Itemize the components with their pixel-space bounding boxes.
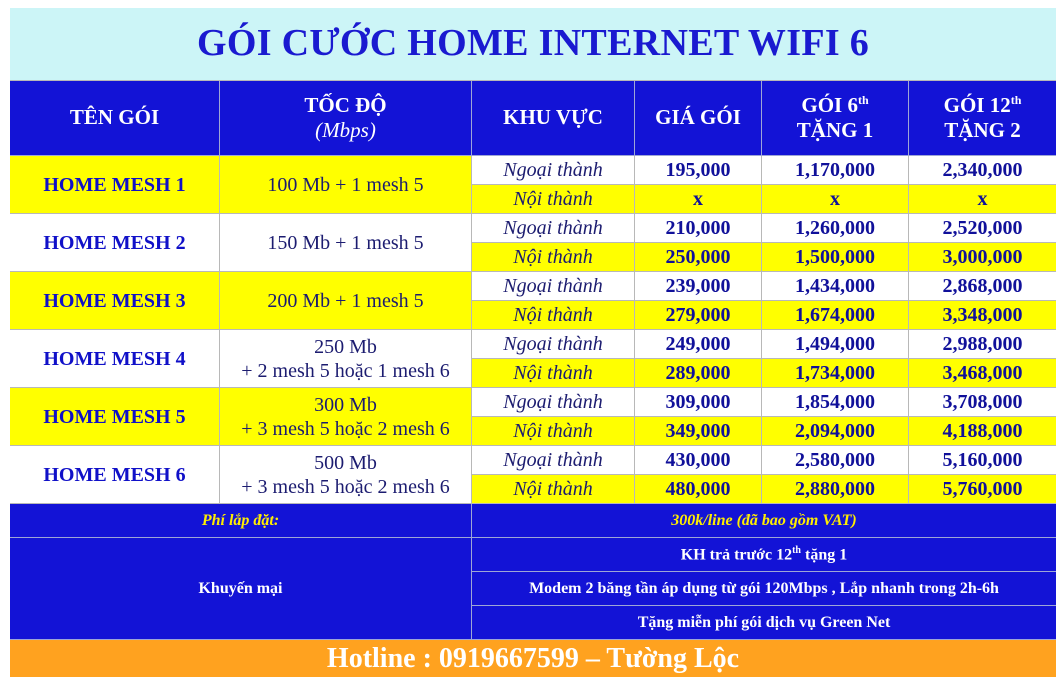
twelve-month-cell: 2,988,000 [909, 330, 1056, 359]
promo-line-3-text: Tặng miễn phí gói dịch vụ Green Net [637, 613, 891, 631]
promo-line-3 [472, 606, 1056, 640]
promo-line-1 [472, 538, 1056, 572]
area-cell: Nội thành [472, 417, 635, 446]
header-name [10, 81, 220, 156]
header-twelve-month [909, 81, 1056, 156]
twelve-month-cell: 2,520,000 [909, 214, 1056, 243]
package-speed-line1: 150 Mb + 1 mesh 5 [267, 231, 424, 254]
header-six-line1: GÓI 6th [801, 92, 869, 117]
area-cell: Nội thành [472, 185, 635, 214]
package-speed [220, 214, 472, 272]
package-speed-line1: 250 Mb [314, 335, 377, 358]
price-cell: 480,000 [635, 475, 762, 504]
header-name-label: TÊN GÓI [69, 105, 160, 130]
six-month-cell: 1,854,000 [762, 388, 909, 417]
promo-label-cell [10, 538, 472, 640]
area-cell: Ngoại thành [472, 330, 635, 359]
area-cell: Ngoại thành [472, 388, 635, 417]
install-label-cell [10, 504, 472, 538]
header-twelve-line2: TẶNG 2 [944, 118, 1021, 142]
package-speed [220, 446, 472, 504]
package-speed-line2: + 2 mesh 5 hoặc 1 mesh 6 [241, 359, 450, 382]
six-month-cell: 1,260,000 [762, 214, 909, 243]
price-cell: 349,000 [635, 417, 762, 446]
price-cell: x [635, 185, 762, 214]
area-cell: Nội thành [472, 301, 635, 330]
area-cell: Nội thành [472, 243, 635, 272]
area-cell: Ngoại thành [472, 214, 635, 243]
promo-line-2-text: Modem 2 băng tần áp dụng từ gói 120Mbps , Lắp nhanh trong 2h-6h [529, 579, 999, 597]
table-title: GÓI CƯỚC HOME INTERNET WIFI 6 [10, 8, 1056, 81]
price-cell: 195,000 [635, 156, 762, 185]
six-month-cell: 1,434,000 [762, 272, 909, 301]
area-cell: Ngoại thành [472, 272, 635, 301]
six-month-cell: 2,580,000 [762, 446, 909, 475]
package-name: HOME MESH 6 [10, 446, 220, 504]
package-name: HOME MESH 1 [10, 156, 220, 214]
package-speed-line1: 300 Mb [314, 393, 377, 416]
twelve-month-cell: 5,760,000 [909, 475, 1056, 504]
twelve-month-cell: 2,340,000 [909, 156, 1056, 185]
price-cell: 250,000 [635, 243, 762, 272]
package-speed [220, 156, 472, 214]
twelve-month-cell: 3,348,000 [909, 301, 1056, 330]
install-label: Phí lắp đặt: [201, 511, 280, 529]
package-name: HOME MESH 2 [10, 214, 220, 272]
six-month-cell: 1,500,000 [762, 243, 909, 272]
price-cell: 430,000 [635, 446, 762, 475]
area-cell: Nội thành [472, 475, 635, 504]
twelve-month-cell: x [909, 185, 1056, 214]
twelve-month-cell: 3,468,000 [909, 359, 1056, 388]
package-name: HOME MESH 3 [10, 272, 220, 330]
header-speed [220, 81, 472, 156]
six-month-cell: 1,170,000 [762, 156, 909, 185]
twelve-month-cell: 4,188,000 [909, 417, 1056, 446]
twelve-month-cell: 3,708,000 [909, 388, 1056, 417]
header-speed-label: TỐC ĐỘ [304, 92, 387, 117]
package-name: HOME MESH 4 [10, 330, 220, 388]
twelve-month-cell: 5,160,000 [909, 446, 1056, 475]
header-six-line2: TẶNG 1 [796, 118, 874, 142]
six-month-cell: 1,494,000 [762, 330, 909, 359]
price-cell: 309,000 [635, 388, 762, 417]
price-cell: 279,000 [635, 301, 762, 330]
price-cell: 289,000 [635, 359, 762, 388]
package-speed-line2: + 3 mesh 5 hoặc 2 mesh 6 [241, 417, 450, 440]
package-speed [220, 388, 472, 446]
six-month-cell: 2,880,000 [762, 475, 909, 504]
six-month-cell: 2,094,000 [762, 417, 909, 446]
six-month-cell: x [762, 185, 909, 214]
package-speed-line1: 200 Mb + 1 mesh 5 [267, 289, 424, 312]
package-speed-line1: 100 Mb + 1 mesh 5 [267, 173, 424, 196]
package-speed-line1: 500 Mb [314, 451, 377, 474]
package-speed-line2: + 3 mesh 5 hoặc 2 mesh 6 [241, 475, 450, 498]
price-cell: 249,000 [635, 330, 762, 359]
twelve-month-cell: 3,000,000 [909, 243, 1056, 272]
header-speed-unit: (Mbps) [315, 118, 376, 142]
area-cell: Ngoại thành [472, 446, 635, 475]
hotline-banner [10, 640, 1056, 677]
hotline-text: Hotline : 0919667599 – Tường Lộc [326, 643, 740, 674]
promo-label: Khuyến mại [198, 579, 283, 597]
header-area-label: KHU VỰC [503, 105, 603, 130]
header-price [635, 81, 762, 156]
header-price-label: GIÁ GÓI [655, 105, 741, 130]
area-cell: Nội thành [472, 359, 635, 388]
header-twelve-line1: GÓI 12th [943, 92, 1022, 117]
header-area [472, 81, 635, 156]
package-speed [220, 330, 472, 388]
promo-line-1-text: KH trả trước 12th tặng 1 [680, 544, 848, 564]
twelve-month-cell: 2,868,000 [909, 272, 1056, 301]
price-cell: 210,000 [635, 214, 762, 243]
install-value: 300k/line (đã bao gồm VAT) [671, 511, 857, 529]
package-speed [220, 272, 472, 330]
promo-line-2 [472, 572, 1056, 606]
header-six-month [762, 81, 909, 156]
area-cell: Ngoại thành [472, 156, 635, 185]
price-cell: 239,000 [635, 272, 762, 301]
install-value-cell [472, 504, 1056, 538]
six-month-cell: 1,674,000 [762, 301, 909, 330]
six-month-cell: 1,734,000 [762, 359, 909, 388]
package-name: HOME MESH 5 [10, 388, 220, 446]
